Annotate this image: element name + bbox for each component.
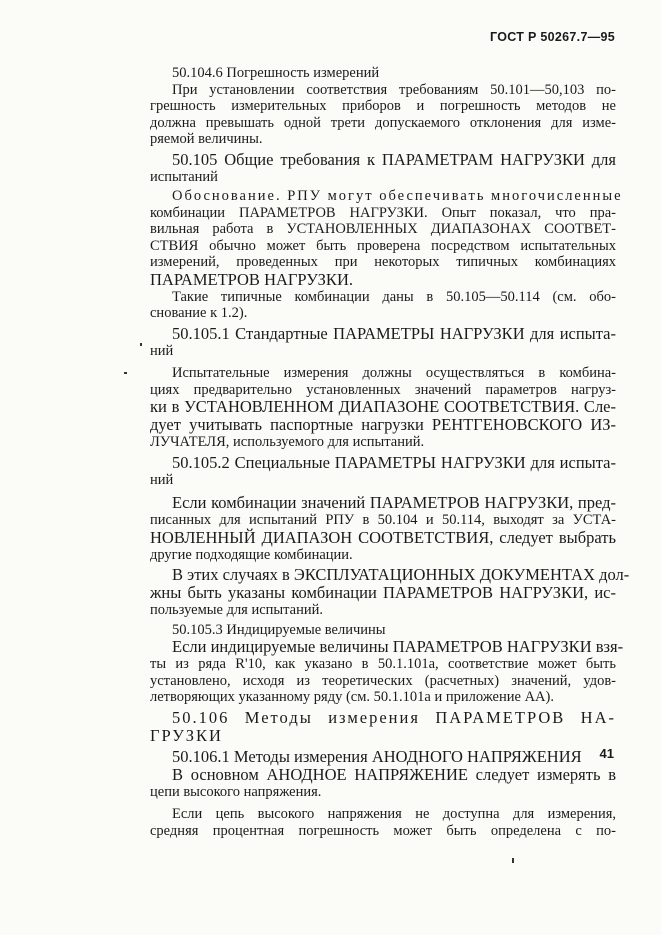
document-header: ГОСТ Р 50267.7—95 (490, 30, 615, 44)
text-line: ний (150, 471, 174, 488)
text-line: СТВИЯ обычно может быть проверена посредством испытательных (150, 237, 616, 254)
text-line: Обоснование. РПУ могут обеспечивать многочисленные (172, 188, 623, 204)
page-number: 41 (599, 746, 614, 761)
text-line: ГРУЗКИ (150, 725, 223, 745)
text-line: НОВЛЕННЫЙ ДИАПАЗОН СООТВЕТСТВИЯ, следует выбрать (150, 527, 616, 547)
section-heading: 50.104.6 Погрешность измерений (172, 65, 380, 81)
text-line: летворяющих указанному ряду (см. 50.1.101а и приложение АА). (150, 689, 554, 705)
text-line: В основном АНОДНОЕ НАПРЯЖЕНИЕ следует измерять в (172, 764, 616, 784)
text-line: ки в УСТАНОВЛЕННОМ ДИАПАЗОНЕ СООТВЕТСТВИЯ. Сле- (150, 397, 616, 416)
text-line: Если цепь высокого напряжения не доступна для измерения, (172, 806, 616, 822)
section-heading: 50.106 Методы измерения ПАРАМЕТРОВ НА- (172, 707, 616, 727)
text-line: жны быть указаны комбинации ПАРАМЕТРОВ НАГРУЗКИ, ис- (150, 583, 616, 602)
text-line: должна превышать одной трети допускаемого отклонения для изме- (150, 114, 616, 131)
text-line: При установлении соответствия требованиям 50.101—50,103 по- (172, 81, 616, 98)
text-line: писанных для испытаний РПУ в 50.104 и 50.114, выходят за УСТА- (150, 512, 616, 528)
text-line: другие подходящие комбинации. (150, 546, 353, 563)
text-line: средняя процентная погрешность может быть определена с по- (150, 822, 616, 839)
text-line: ПАРАМЕТРОВ НАГРУЗКИ. (150, 269, 353, 289)
scan-speck (140, 343, 142, 346)
section-heading: 50.105.1 Стандартные ПАРАМЕТРЫ НАГРУЗКИ для испыта- (172, 323, 616, 343)
section-heading: 50.105.3 Индицируемые величины (172, 621, 386, 638)
section-heading: 50.106.1 Методы измерения АНОДНОГО НАПРЯЖЕНИЯ (172, 746, 582, 766)
text-line: циях предварительно установленных значений параметров нагруз- (150, 381, 616, 398)
document-body (150, 65, 630, 839)
text-line: В этих случаях в ЭКСПЛУАТАЦИОННЫХ ДОКУМЕНТАХ дол- (172, 565, 630, 584)
text-line: ний (150, 342, 174, 359)
text-line: испытаний (150, 168, 218, 185)
text-line: снование к 1.2). (150, 305, 248, 321)
scan-speck (124, 372, 127, 374)
text-line: грешность измерительных приборов и погрешность методов не (150, 98, 616, 114)
text-line: Такие типичные комбинации даны в 50.105—50.114 (см. обо- (172, 288, 616, 305)
scan-speck (512, 858, 514, 863)
section-heading: 50.105 Общие требования к ПАРАМЕТРАМ НАГРУЗКИ для (172, 149, 616, 169)
section-heading: 50.105.2 Специальные ПАРАМЕТРЫ НАГРУЗКИ для испыта- (172, 452, 616, 472)
text-line: Если индицируемые величины ПАРАМЕТРОВ НАГРУЗКИ взя- (172, 637, 624, 656)
text-line: ты из ряда R'10, как указано в 50.1.101а, соответствие может быть (150, 656, 616, 672)
text-line: вильная работа в УСТАНОВЛЕННЫХ ДИАПАЗОНАХ СООТВЕТ- (150, 221, 616, 237)
text-line: цепи высокого напряжения. (150, 783, 322, 800)
text-line: комбинации ПАРАМЕТРОВ НАГРУЗКИ. Опыт показал, что пра- (150, 204, 616, 221)
text-line: измерений, проведенных при некоторых типичных комбинациях (150, 254, 616, 270)
text-line: Испытательные измерения должны осуществляться в комбина- (172, 365, 616, 381)
text-line: пользуемые для испытаний. (150, 602, 324, 618)
text-line: Если комбинации значений ПАРАМЕТРОВ НАГРУЗКИ, пред- (172, 493, 616, 512)
text-line: дует учитывать паспортные нагрузки РЕНТГЕНОВСКОГО ИЗ- (150, 415, 616, 434)
text-line: установлено, исходя из теоретических (расчетных) значений, удов- (150, 672, 616, 689)
text-line: ЛУЧАТЕЛЯ, используемого для испытаний. (150, 434, 425, 450)
text-line: ряемой величины. (150, 131, 263, 147)
